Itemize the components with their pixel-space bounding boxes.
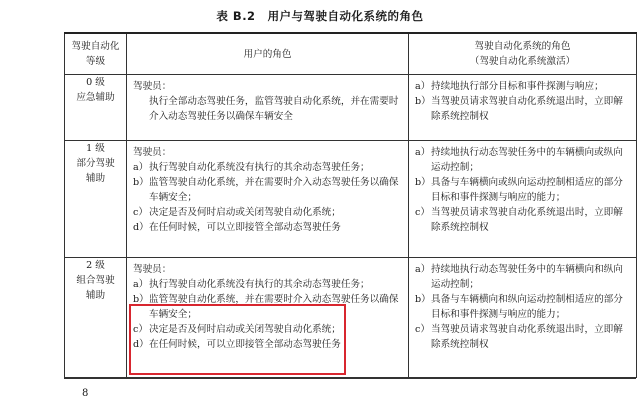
- system-role-item: [415, 94, 630, 124]
- footer-rule: [64, 378, 636, 379]
- table-title: [0, 8, 640, 24]
- system-role-item: [415, 292, 630, 322]
- item-label: b）: [415, 177, 431, 188]
- item-label: c）: [415, 324, 430, 335]
- item-label: c）: [133, 207, 148, 218]
- item-text: 持续地执行动态驾驶任务中的车辆横向或纵向运动控制；: [431, 147, 623, 173]
- system-role-cell: [409, 258, 637, 378]
- user-role-cell: [127, 258, 409, 378]
- user-role-lead: 驾驶员：: [133, 81, 172, 92]
- item-text: 具备与车辆横向和纵向运动控制相适应的部分目标和事件探测与响应的能力；: [431, 294, 623, 320]
- system-role-item: [415, 79, 630, 94]
- item-label: [133, 94, 149, 124]
- header-system-role: 驾驶自动化系统的角色 （驾驶自动化系统激活）: [409, 33, 637, 75]
- item-text: 执行全部动态驾驶任务，监管驾驶自动化系统，并在需要时介入动态驾驶任务以确保车辆安全: [149, 96, 399, 122]
- page-number: 8: [82, 388, 89, 399]
- user-role-item: [133, 277, 402, 292]
- user-role-lead: 驾驶员：: [133, 264, 172, 275]
- user-role-cell: [127, 141, 409, 258]
- system-role-item: [415, 145, 630, 175]
- item-text: 执行驾驶自动化系统没有执行的其余动态驾驶任务；: [149, 162, 370, 173]
- table-row: [65, 141, 637, 258]
- item-label: a）: [133, 279, 149, 290]
- user-role-lead: 驾驶员：: [133, 147, 172, 158]
- item-text: 决定是否及何时启动或关闭驾驶自动化系统；: [149, 207, 341, 218]
- system-role-item: [415, 262, 630, 292]
- user-role-cell: [127, 75, 409, 141]
- item-label: a）: [133, 162, 149, 173]
- system-role-item: [415, 205, 630, 235]
- user-role-item: [133, 337, 402, 352]
- item-label: a）: [415, 81, 431, 92]
- item-text: 监管驾驶自动化系统，并在需要时介入动态驾驶任务以确保车辆安全；: [149, 294, 399, 320]
- item-text: 当驾驶员请求驾驶自动化系统退出时，立即解除系统控制权: [431, 96, 623, 122]
- item-text: 具备与车辆横向或纵向运动控制相适应的部分目标和事件探测与响应的能力；: [431, 177, 623, 203]
- item-label: b）: [415, 96, 431, 107]
- item-label: c）: [133, 324, 148, 335]
- item-text: 当驾驶员请求驾驶自动化系统退出时，立即解除系统控制权: [431, 207, 623, 233]
- user-role-item: [133, 175, 402, 205]
- item-text: 在任何时候，可以立即接管全部动态驾驶任务: [149, 339, 341, 350]
- item-label: b）: [133, 177, 149, 188]
- header-user-role: 用户的角色: [127, 33, 409, 75]
- level-cell: [65, 75, 127, 141]
- table-number: 表 B.2: [216, 9, 256, 23]
- user-role-item: [133, 205, 402, 220]
- level-cell: [65, 258, 127, 378]
- user-role-item: [133, 94, 402, 124]
- level-text: 0 级 应急辅助: [76, 77, 115, 103]
- item-text: 当驾驶员请求驾驶自动化系统退出时，立即解除系统控制权: [431, 324, 623, 350]
- roles-table: [64, 32, 637, 378]
- item-label: d）: [133, 339, 149, 350]
- level-text: 1 级 部分驾驶 辅助: [76, 143, 115, 184]
- user-role-item: [133, 160, 402, 175]
- item-text: 持续地执行动态驾驶任务中的车辆横向和纵向运动控制；: [431, 264, 623, 290]
- item-label: c）: [415, 207, 430, 218]
- item-text: 持续地执行部分目标和事件探测与响应；: [431, 81, 604, 92]
- item-text: 在任何时候，可以立即接管全部动态驾驶任务: [149, 222, 341, 233]
- system-role-cell: [409, 75, 637, 141]
- item-label: d）: [133, 222, 149, 233]
- user-role-item: [133, 220, 402, 235]
- system-role-item: [415, 175, 630, 205]
- system-role-item: [415, 322, 630, 352]
- level-text: 2 级 组合驾驶 辅助: [76, 260, 115, 301]
- item-label: a）: [415, 147, 431, 158]
- item-text: 监管驾驶自动化系统，并在需要时介入动态驾驶任务以确保车辆安全；: [149, 177, 399, 203]
- user-role-item: [133, 322, 402, 337]
- item-label: b）: [415, 294, 431, 305]
- level-cell: [65, 141, 127, 258]
- item-label: a）: [415, 264, 431, 275]
- table-title-text: 用户与驾驶自动化系统的角色: [267, 9, 424, 23]
- item-text: 决定是否及何时启动或关闭驾驶自动化系统；: [149, 324, 341, 335]
- item-text: 执行驾驶自动化系统没有执行的其余动态驾驶任务；: [149, 279, 370, 290]
- user-role-item: [133, 292, 402, 322]
- table-row: [65, 258, 637, 378]
- header-level: 驾驶自动化 等级: [65, 33, 127, 75]
- table-header-row: [65, 33, 637, 75]
- item-label: b）: [133, 294, 149, 305]
- system-role-cell: [409, 141, 637, 258]
- table-row: [65, 75, 637, 141]
